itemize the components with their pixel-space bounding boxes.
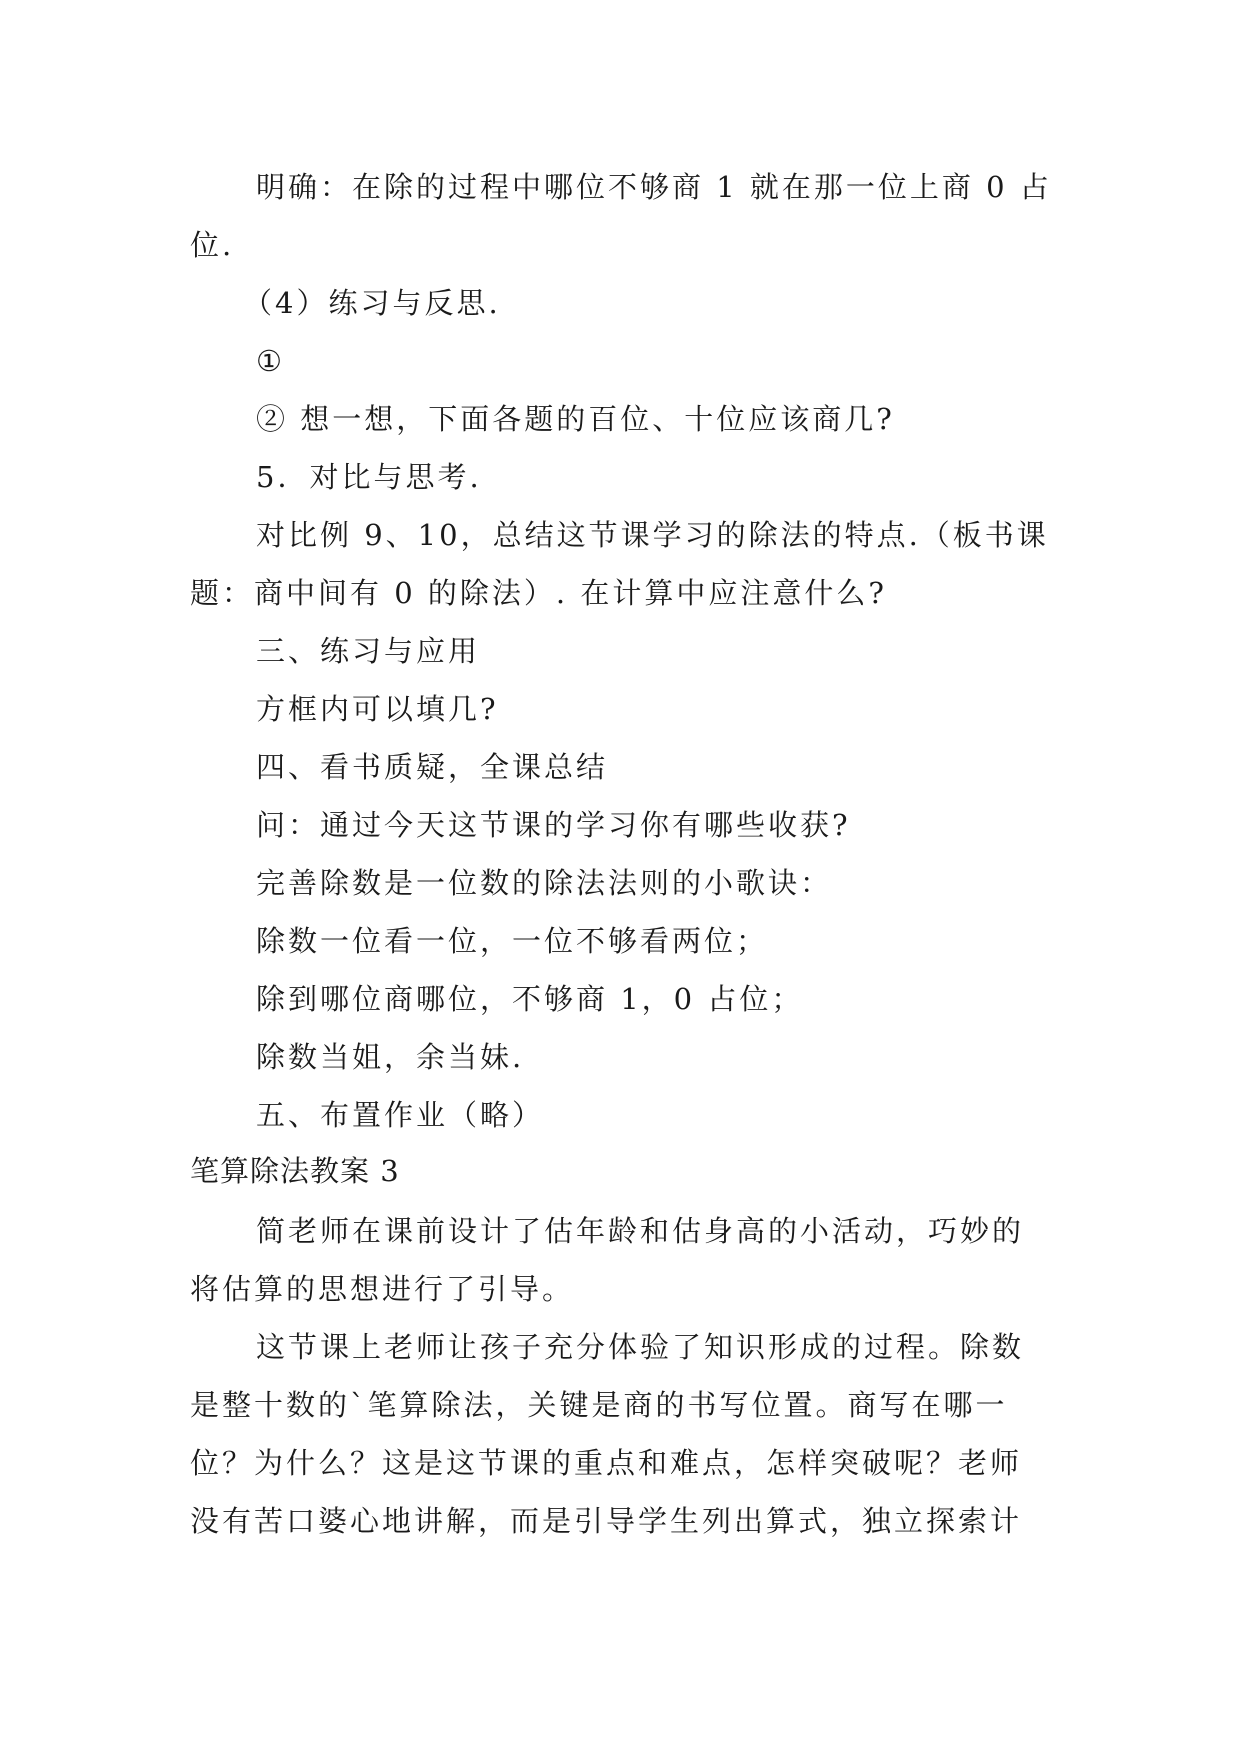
section-heading: 三、练习与应用 bbox=[256, 634, 481, 668]
rhyme-line: 除数一位看一位，一位不够看两位； bbox=[256, 924, 769, 958]
paragraph-line: 问：通过今天这节课的学习你有哪些收获? bbox=[256, 808, 851, 842]
section-heading: 五、布置作业（略） bbox=[256, 1098, 545, 1132]
paragraph-line: 方框内可以填几? bbox=[256, 692, 499, 726]
list-item: ② 想一想，下面各题的百位、十位应该商几? bbox=[256, 402, 895, 436]
paragraph-line: 题：商中间有 0 的除法）. 在计算中应注意什么? bbox=[190, 576, 887, 610]
paragraph-line: 位. bbox=[190, 228, 235, 262]
paragraph-line: 对比例 9、10，总结这节课学习的除法的特点.（板书课 bbox=[256, 518, 1049, 552]
section-heading: 5．对比与思考. bbox=[256, 460, 482, 494]
paragraph-line: 将估算的思想进行了引导。 bbox=[190, 1272, 575, 1306]
document-title: 笔算除法教案 3 bbox=[190, 1154, 400, 1188]
rhyme-line: 除到哪位商哪位，不够商 1，0 占位； bbox=[256, 982, 804, 1016]
paragraph-line: 没有苦口婆心地讲解，而是引导学生列出算式，独立探索计 bbox=[190, 1504, 1023, 1538]
paragraph-line: 是整十数的`笔算除法，关键是商的书写位置。商写在哪一 bbox=[190, 1388, 1008, 1422]
paragraph-line: 明确：在除的过程中哪位不够商 1 就在那一位上商 0 占 bbox=[256, 170, 1052, 204]
paragraph-line: 位？为什么？这是这节课的重点和难点，怎样突破呢？老师 bbox=[190, 1446, 1023, 1480]
paragraph-line: 完善除数是一位数的除法法则的小歌诀： bbox=[256, 866, 833, 900]
list-item: ① bbox=[256, 344, 285, 378]
rhyme-line: 除数当姐，余当妹. bbox=[256, 1040, 525, 1074]
section-heading: 四、看书质疑，全课总结 bbox=[256, 750, 609, 784]
exercise-heading: （4）练习与反思. bbox=[243, 286, 501, 320]
paragraph-line: 这节课上老师让孩子充分体验了知识形成的过程。除数 bbox=[256, 1330, 1025, 1364]
paragraph-line: 简老师在课前设计了估年龄和估身高的小活动，巧妙的 bbox=[256, 1214, 1025, 1248]
